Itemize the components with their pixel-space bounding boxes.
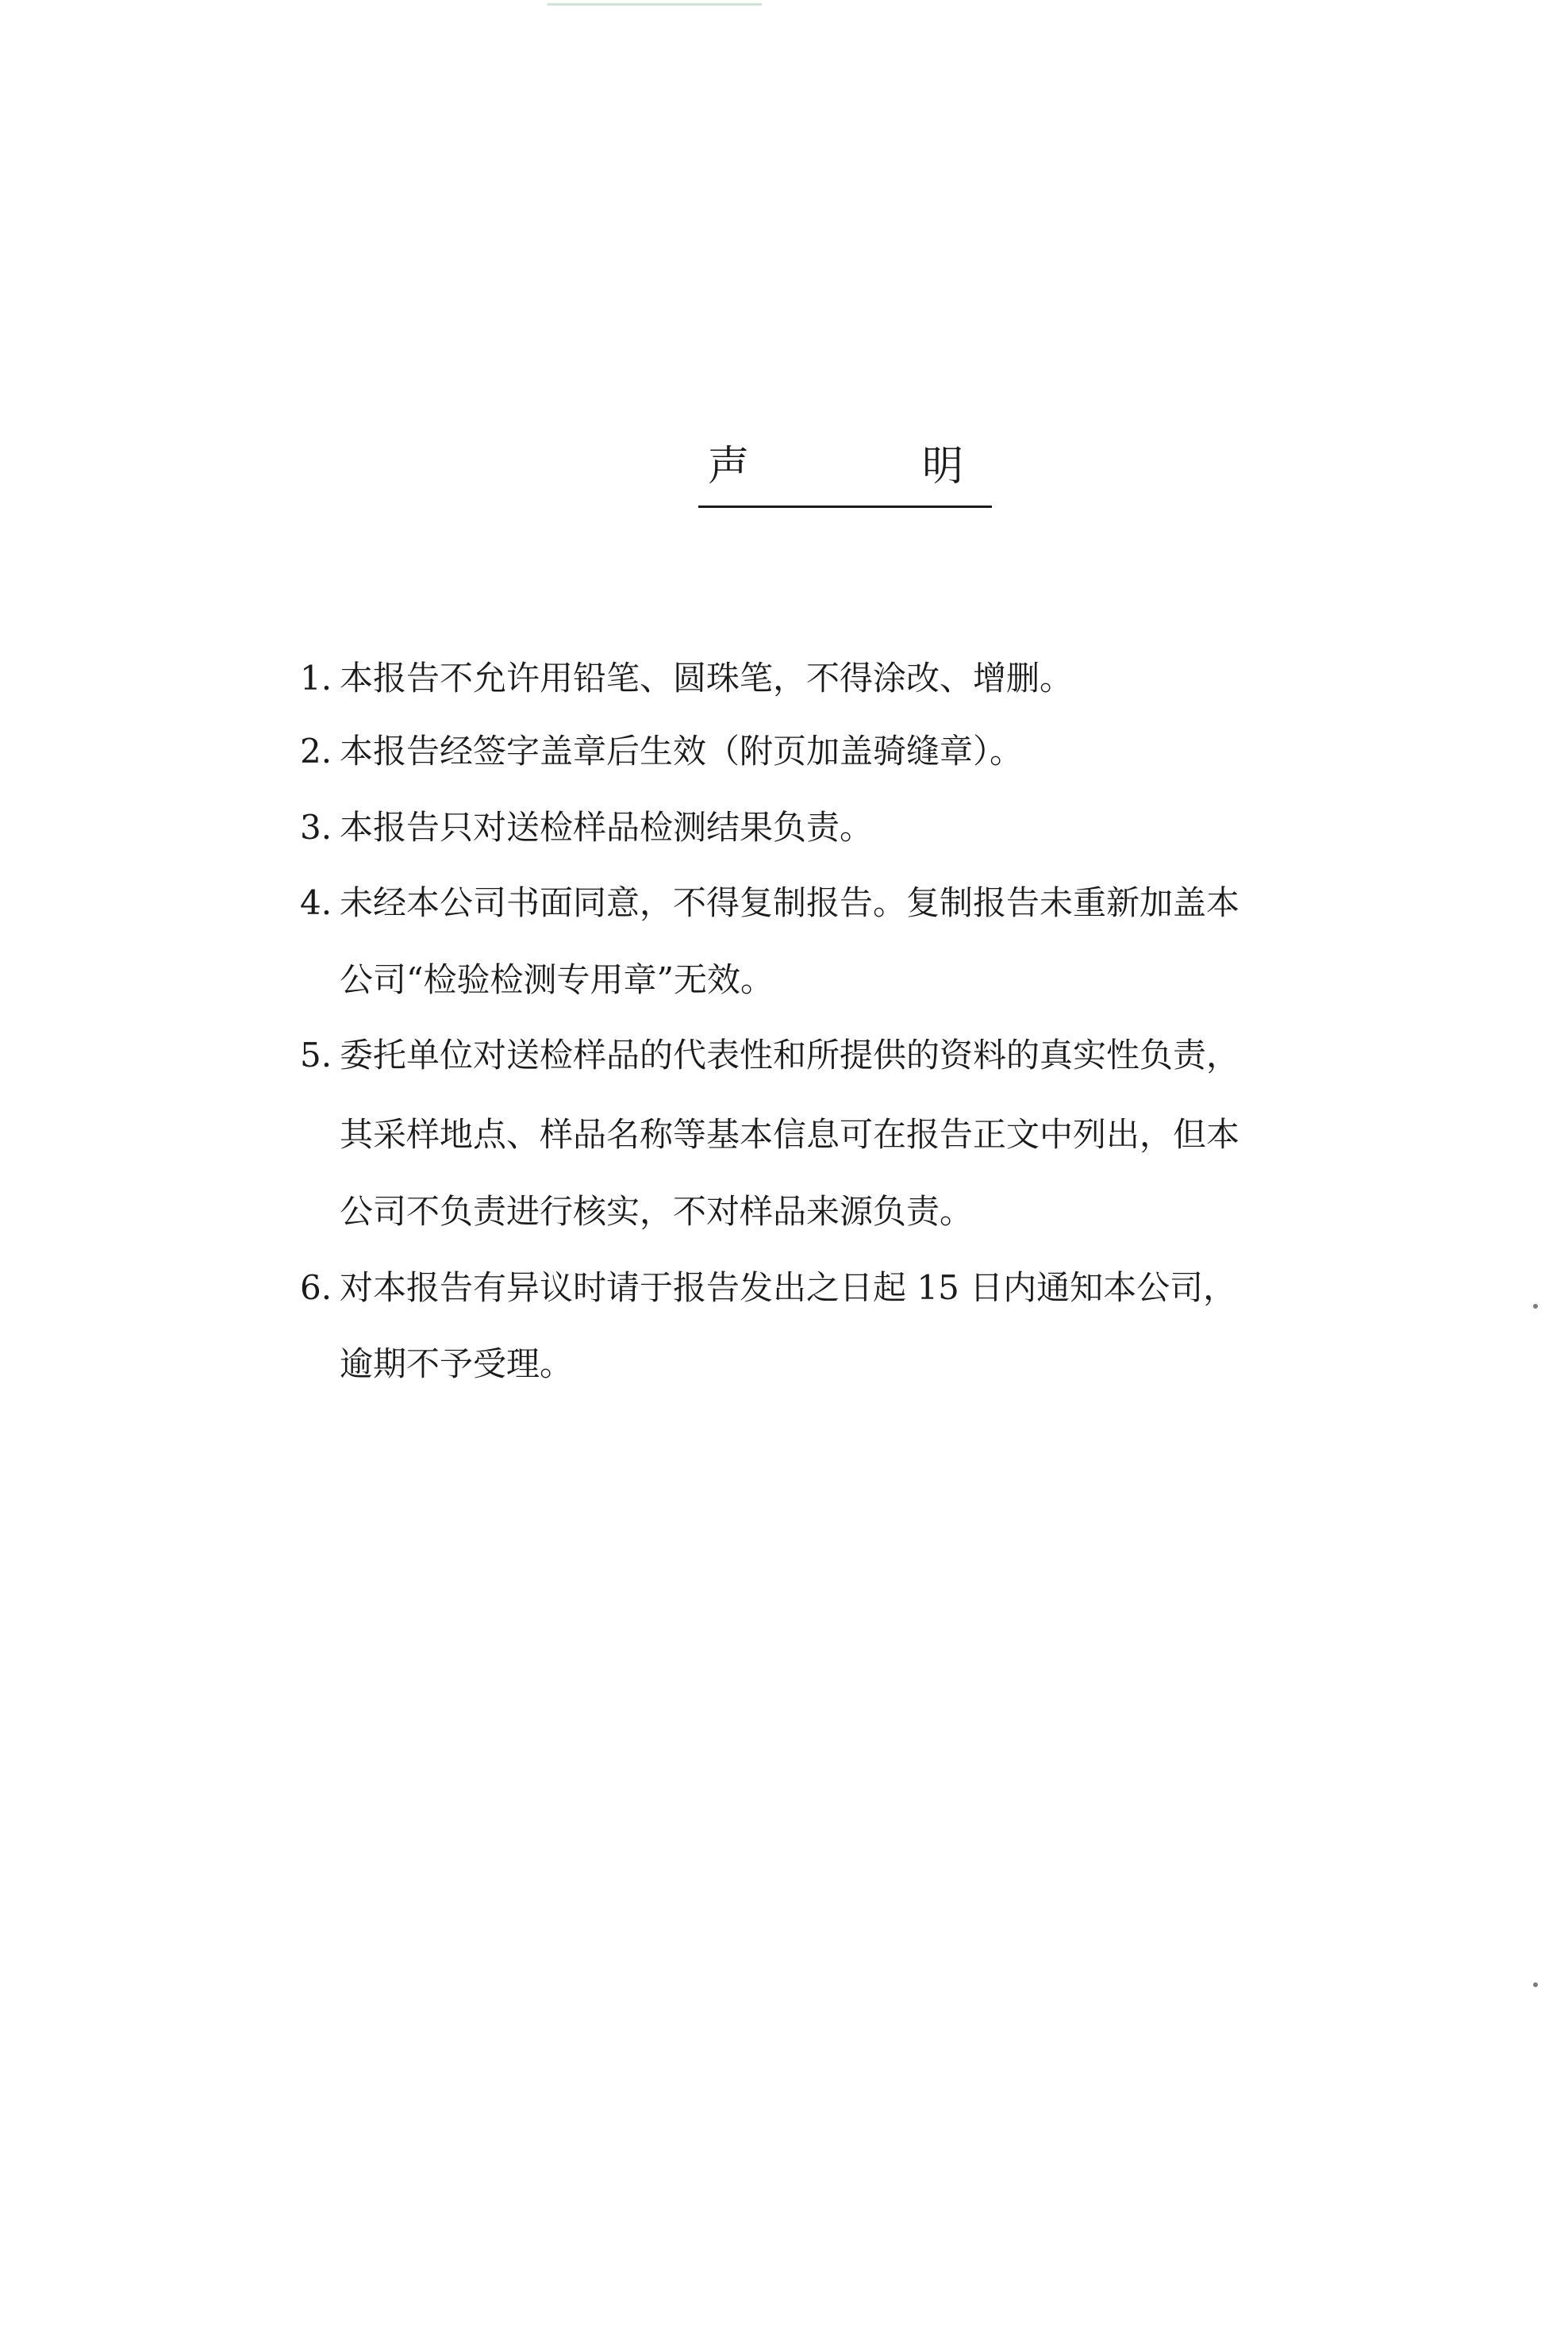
statement-item-6-line-2: 逾期不予受理。 (340, 1344, 574, 1383)
statement-item-5-line-3: 公司不负责进行核实，不对样品来源负责。 (340, 1192, 974, 1231)
item-number: 5. (300, 1036, 332, 1075)
item-number: 6. (300, 1268, 332, 1307)
title-char-2: 明 (922, 443, 964, 490)
title-char-1: 声 (708, 443, 750, 490)
page-title (698, 436, 992, 508)
item-text: 未经本公司书面同意，不得复制报告。复制报告未重新加盖本 (340, 883, 1240, 922)
statement-item-2 (300, 732, 1023, 771)
item-number: 1. (300, 659, 332, 698)
statement-item-3 (300, 808, 873, 848)
statement-item-4 (300, 883, 1239, 923)
scan-edge-mark (548, 3, 762, 6)
statement-item-6 (300, 1268, 1236, 1308)
item-number: 4. (300, 883, 332, 922)
statement-item-1 (300, 659, 1073, 698)
scan-dot (1533, 1304, 1538, 1309)
scan-dot (1533, 1982, 1538, 1987)
item-text: 本报告只对送检样品检测结果负责。 (340, 808, 874, 847)
statement-item-5-line-2: 其采样地点、样品名称等基本信息可在报告正文中列出，但本 (340, 1115, 1240, 1154)
item-number: 2. (300, 732, 332, 771)
item-number: 3. (300, 808, 332, 847)
item-text: 本报告经签字盖章后生效（附页加盖骑缝章）。 (340, 732, 1024, 771)
statement-item-5 (300, 1036, 1239, 1075)
item-text: 委托单位对送检样品的代表性和所提供的资料的真实性负责， (340, 1036, 1240, 1075)
item-text: 本报告不允许用铅笔、圆珠笔，不得涂改、增删。 (340, 659, 1074, 698)
statement-item-4-line-2: 公司“检验检测专用章”无效。 (340, 960, 774, 999)
item-text: 对本报告有异议时请于报告发出之日起 15 日内通知本公司， (340, 1268, 1237, 1307)
